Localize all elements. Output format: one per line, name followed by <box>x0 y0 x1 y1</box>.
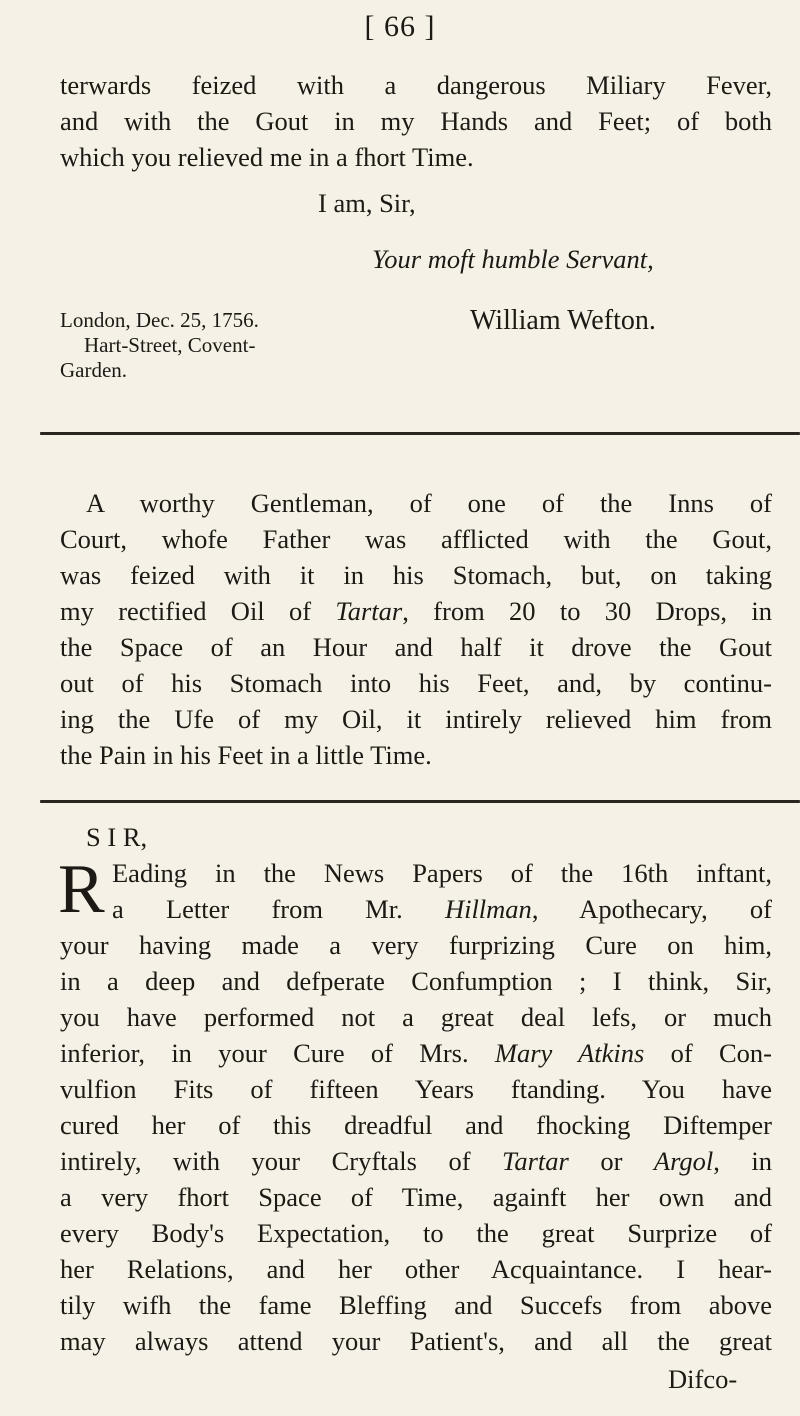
letter2-line-9: intirely, with your Cryftals of Tartar or Argol, in <box>60 1146 773 1176</box>
section-divider-2 <box>40 800 800 803</box>
letter2-line-1: Eading in the News Papers of the 16th inftant, <box>112 858 772 888</box>
para2-line-7: ing the Ufe of my Oil, it intirely relieved him from <box>60 704 772 734</box>
catchword: Difco- <box>668 1364 738 1394</box>
para2-line-5: the Space of an Hour and half it drove the Gout <box>60 632 772 662</box>
letter1-line-3: which you relieved me in a fhort Time. <box>60 142 474 172</box>
para2-line-6: out of his Stomach into his Feet, and, by continu- <box>60 668 772 698</box>
para2-line-8: the Pain in his Feet in a little Time. <box>60 740 432 770</box>
closing-line: I am, Sir, <box>318 188 416 218</box>
para2-line-4: my rectified Oil of Tartar, from 20 to 30 Drops, in <box>60 596 772 626</box>
letter2-line-8: cured her of this dreadful and fhocking Diftemper <box>60 1110 772 1140</box>
letter2-line-11: every Body's Expectation, to the great Surprize of <box>60 1218 772 1248</box>
address-line-2: Garden. <box>60 358 128 382</box>
letter2-line-10: a very fhort Space of Time, againft her own and <box>60 1182 772 1212</box>
para2-line-1: A worthy Gentleman, of one of the Inns of <box>86 488 772 518</box>
para2-line-2: Court, whofe Father was afflicted with the Gout, <box>60 524 772 554</box>
letter2-line-12: her Relations, and her other Acquaintance. I hear- <box>60 1254 772 1284</box>
letter2-line-3: your having made a very furprizing Cure on him, <box>60 930 772 960</box>
para2-line-3: was feized with it in his Stomach, but, on taking <box>60 560 772 590</box>
address-line-1: Hart-Street, Covent- <box>84 333 256 357</box>
signature: William Wefton. <box>470 305 656 336</box>
letter2-line-4: in a deep and defperate Confumption ; I think, Sir, <box>60 966 772 996</box>
letter2-line-14: may always attend your Patient's, and all the great <box>60 1326 772 1356</box>
letter2-salutation: S I R, <box>86 822 148 852</box>
letter2-line-5: you have performed not a great deal lefs, or much <box>60 1002 772 1032</box>
place-date: London, Dec. 25, 1756. <box>60 308 259 332</box>
page-number: [ 66 ] <box>364 10 436 43</box>
letter2-line-7: vulfion Fits of fifteen Years ftanding. You have <box>60 1074 772 1104</box>
letter2-line-13: tily wifh the fame Bleffing and Succefs from above <box>60 1290 772 1320</box>
section-divider-1 <box>40 432 800 435</box>
drop-cap: R <box>58 851 105 928</box>
letter2-line-6: inferior, in your Cure of Mrs. Mary Atkins of Con- <box>60 1038 772 1068</box>
letter1-line-2: and with the Gout in my Hands and Feet; of both <box>60 106 772 136</box>
letter2-line-2: a Letter from Mr. Hillman, Apothecary, of <box>112 894 772 924</box>
letter1-line-1: terwards feized with a dangerous Miliary Fever, <box>60 70 772 100</box>
servant-line: Your moft humble Servant, <box>372 244 654 274</box>
